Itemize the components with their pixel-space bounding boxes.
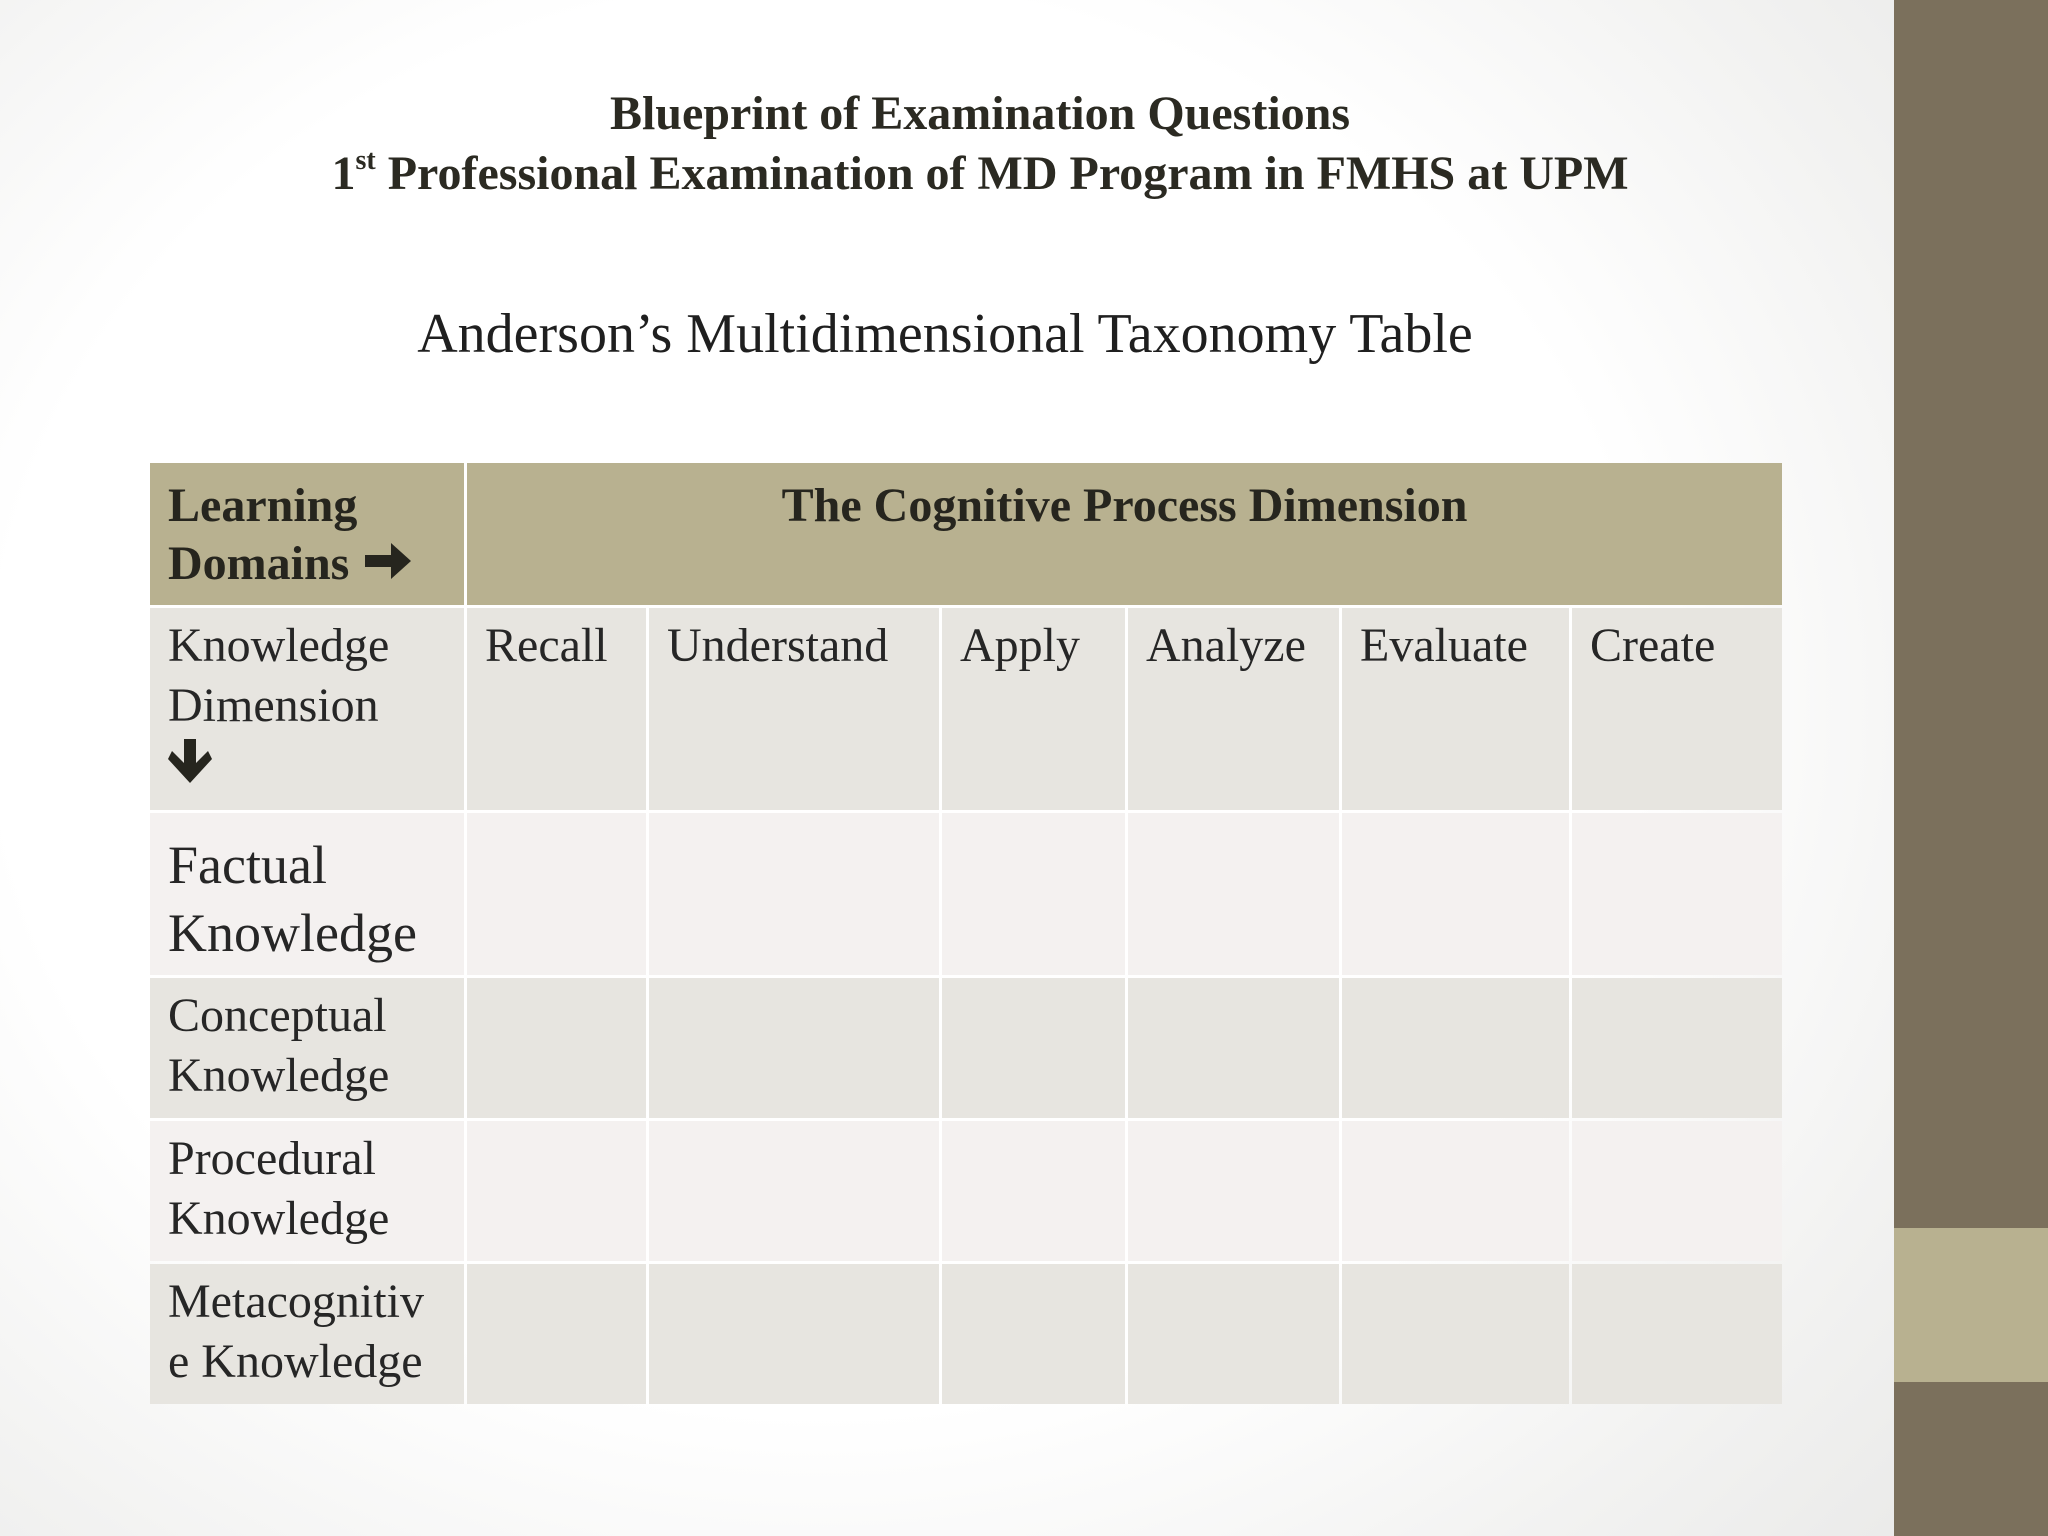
column-header-evaluate: Evaluate [1342, 608, 1569, 810]
table-cell [942, 1264, 1125, 1404]
column-header-analyze: Analyze [1128, 608, 1339, 810]
table-cell [1342, 1121, 1569, 1261]
knowledge-dimension-line-2: Dimension [168, 678, 379, 732]
table-cell [467, 978, 646, 1118]
table-cell [1572, 1121, 1782, 1261]
table-header-row [150, 463, 1782, 605]
table-cell [942, 978, 1125, 1118]
row-label-line-1: Metacognitiv [168, 1275, 424, 1329]
title-line-1: Blueprint of Examination Questions [609, 87, 1351, 140]
row-label-metacognitive [150, 1264, 464, 1404]
slide-subtitle: Anderson’s Multidimensional Taxonomy Table [417, 303, 1473, 365]
row-label-line-1: Conceptual [168, 989, 387, 1043]
arrow-down-icon [168, 737, 212, 802]
table-cell [649, 978, 939, 1118]
table-cell [1572, 978, 1782, 1118]
row-label-line-2: e Knowledge [168, 1335, 423, 1389]
table-cell [467, 1264, 646, 1404]
cognitive-process-dimension-header: The Cognitive Process Dimension [467, 463, 1782, 605]
table-cell [467, 813, 646, 975]
column-header-understand: Understand [649, 608, 939, 810]
table-cell [1342, 978, 1569, 1118]
row-label-conceptual [150, 978, 464, 1118]
table-cell [1128, 978, 1339, 1118]
row-label-line-2: Knowledge [168, 1192, 390, 1246]
column-header-recall: Recall [467, 608, 646, 810]
table-row-factual [150, 813, 1782, 975]
knowledge-dimension-line-1: Knowledge [168, 618, 390, 672]
learning-domains-header [150, 463, 464, 605]
title-line-2 [0, 144, 1960, 204]
table-cell [1128, 1264, 1339, 1404]
learning-domains-line-2: Domains [168, 537, 350, 590]
title-line-2-text: Professional Examination of MD Program in FMHS at UPM [375, 147, 1629, 200]
table-cell [1128, 813, 1339, 975]
table-cell [942, 1121, 1125, 1261]
table-cell [1572, 813, 1782, 975]
learning-domains-line-2-wrap [168, 535, 446, 597]
row-label-procedural [150, 1121, 464, 1261]
column-header-apply: Apply [942, 608, 1125, 810]
process-columns-row [150, 608, 1782, 810]
row-label-factual [150, 813, 464, 975]
table-cell [1342, 1264, 1569, 1404]
table-cell [649, 1121, 939, 1261]
knowledge-dimension-label [150, 608, 464, 810]
title-ordinal-number: 1 [331, 147, 356, 200]
arrow-right-icon [361, 539, 415, 597]
table-cell [1342, 813, 1569, 975]
table-cell [467, 1121, 646, 1261]
table-cell [1128, 1121, 1339, 1261]
table-cell [649, 813, 939, 975]
learning-domains-line-1: Learning [168, 479, 358, 532]
table-cell [649, 1264, 939, 1404]
row-label-line-1: Factual [168, 835, 327, 896]
title-ordinal-suffix: st [355, 145, 376, 176]
side-decoration-accent [1894, 1228, 2048, 1382]
table-row-procedural [150, 1121, 1782, 1261]
row-label-line-2: Knowledge [168, 903, 417, 964]
row-label-line-1: Procedural [168, 1132, 376, 1186]
slide-title [0, 84, 1960, 204]
table-row-metacognitive [150, 1264, 1782, 1404]
column-header-create: Create [1572, 608, 1782, 810]
table-row-conceptual [150, 978, 1782, 1118]
table-cell [942, 813, 1125, 975]
table-cell [1572, 1264, 1782, 1404]
taxonomy-table [147, 460, 1785, 1407]
row-label-line-2: Knowledge [168, 1049, 390, 1103]
